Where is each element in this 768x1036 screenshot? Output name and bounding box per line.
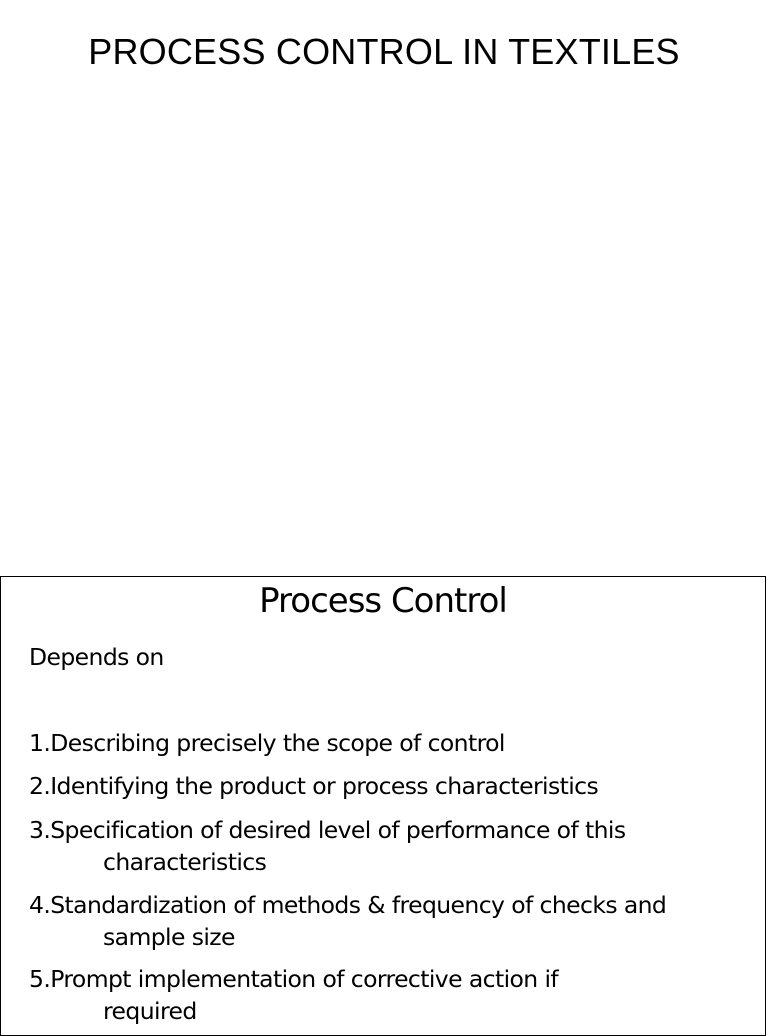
list-item-5-line-1: 5.Prompt implementation of corrective action if bbox=[29, 965, 559, 993]
intro-text: Depends on bbox=[29, 643, 164, 671]
slide-title: Process Control bbox=[259, 581, 507, 621]
list-item-4-line-1: 4.Standardization of methods & frequency of checks and bbox=[29, 891, 667, 919]
list-item-4 bbox=[29, 889, 666, 953]
list-item-1-line-1: 1.Describing precisely the scope of control bbox=[29, 729, 505, 757]
list-item-1 bbox=[29, 727, 505, 759]
document-title: PROCESS CONTROL IN TEXTILES bbox=[88, 31, 680, 72]
list-item-5-line-2: required bbox=[103, 997, 197, 1025]
list-item-2-line-1: 2.Identifying the product or process characteristics bbox=[29, 772, 599, 800]
list-item-3 bbox=[29, 814, 625, 878]
list-item-3-line-1: 3.Specification of desired level of performance of this bbox=[29, 816, 626, 844]
list-item-5 bbox=[29, 963, 558, 1027]
list-item-3-line-2: characteristics bbox=[103, 848, 267, 876]
list-item-4-line-2: sample size bbox=[103, 923, 235, 951]
list-item-2 bbox=[29, 770, 598, 802]
slide-panel bbox=[0, 576, 766, 1036]
